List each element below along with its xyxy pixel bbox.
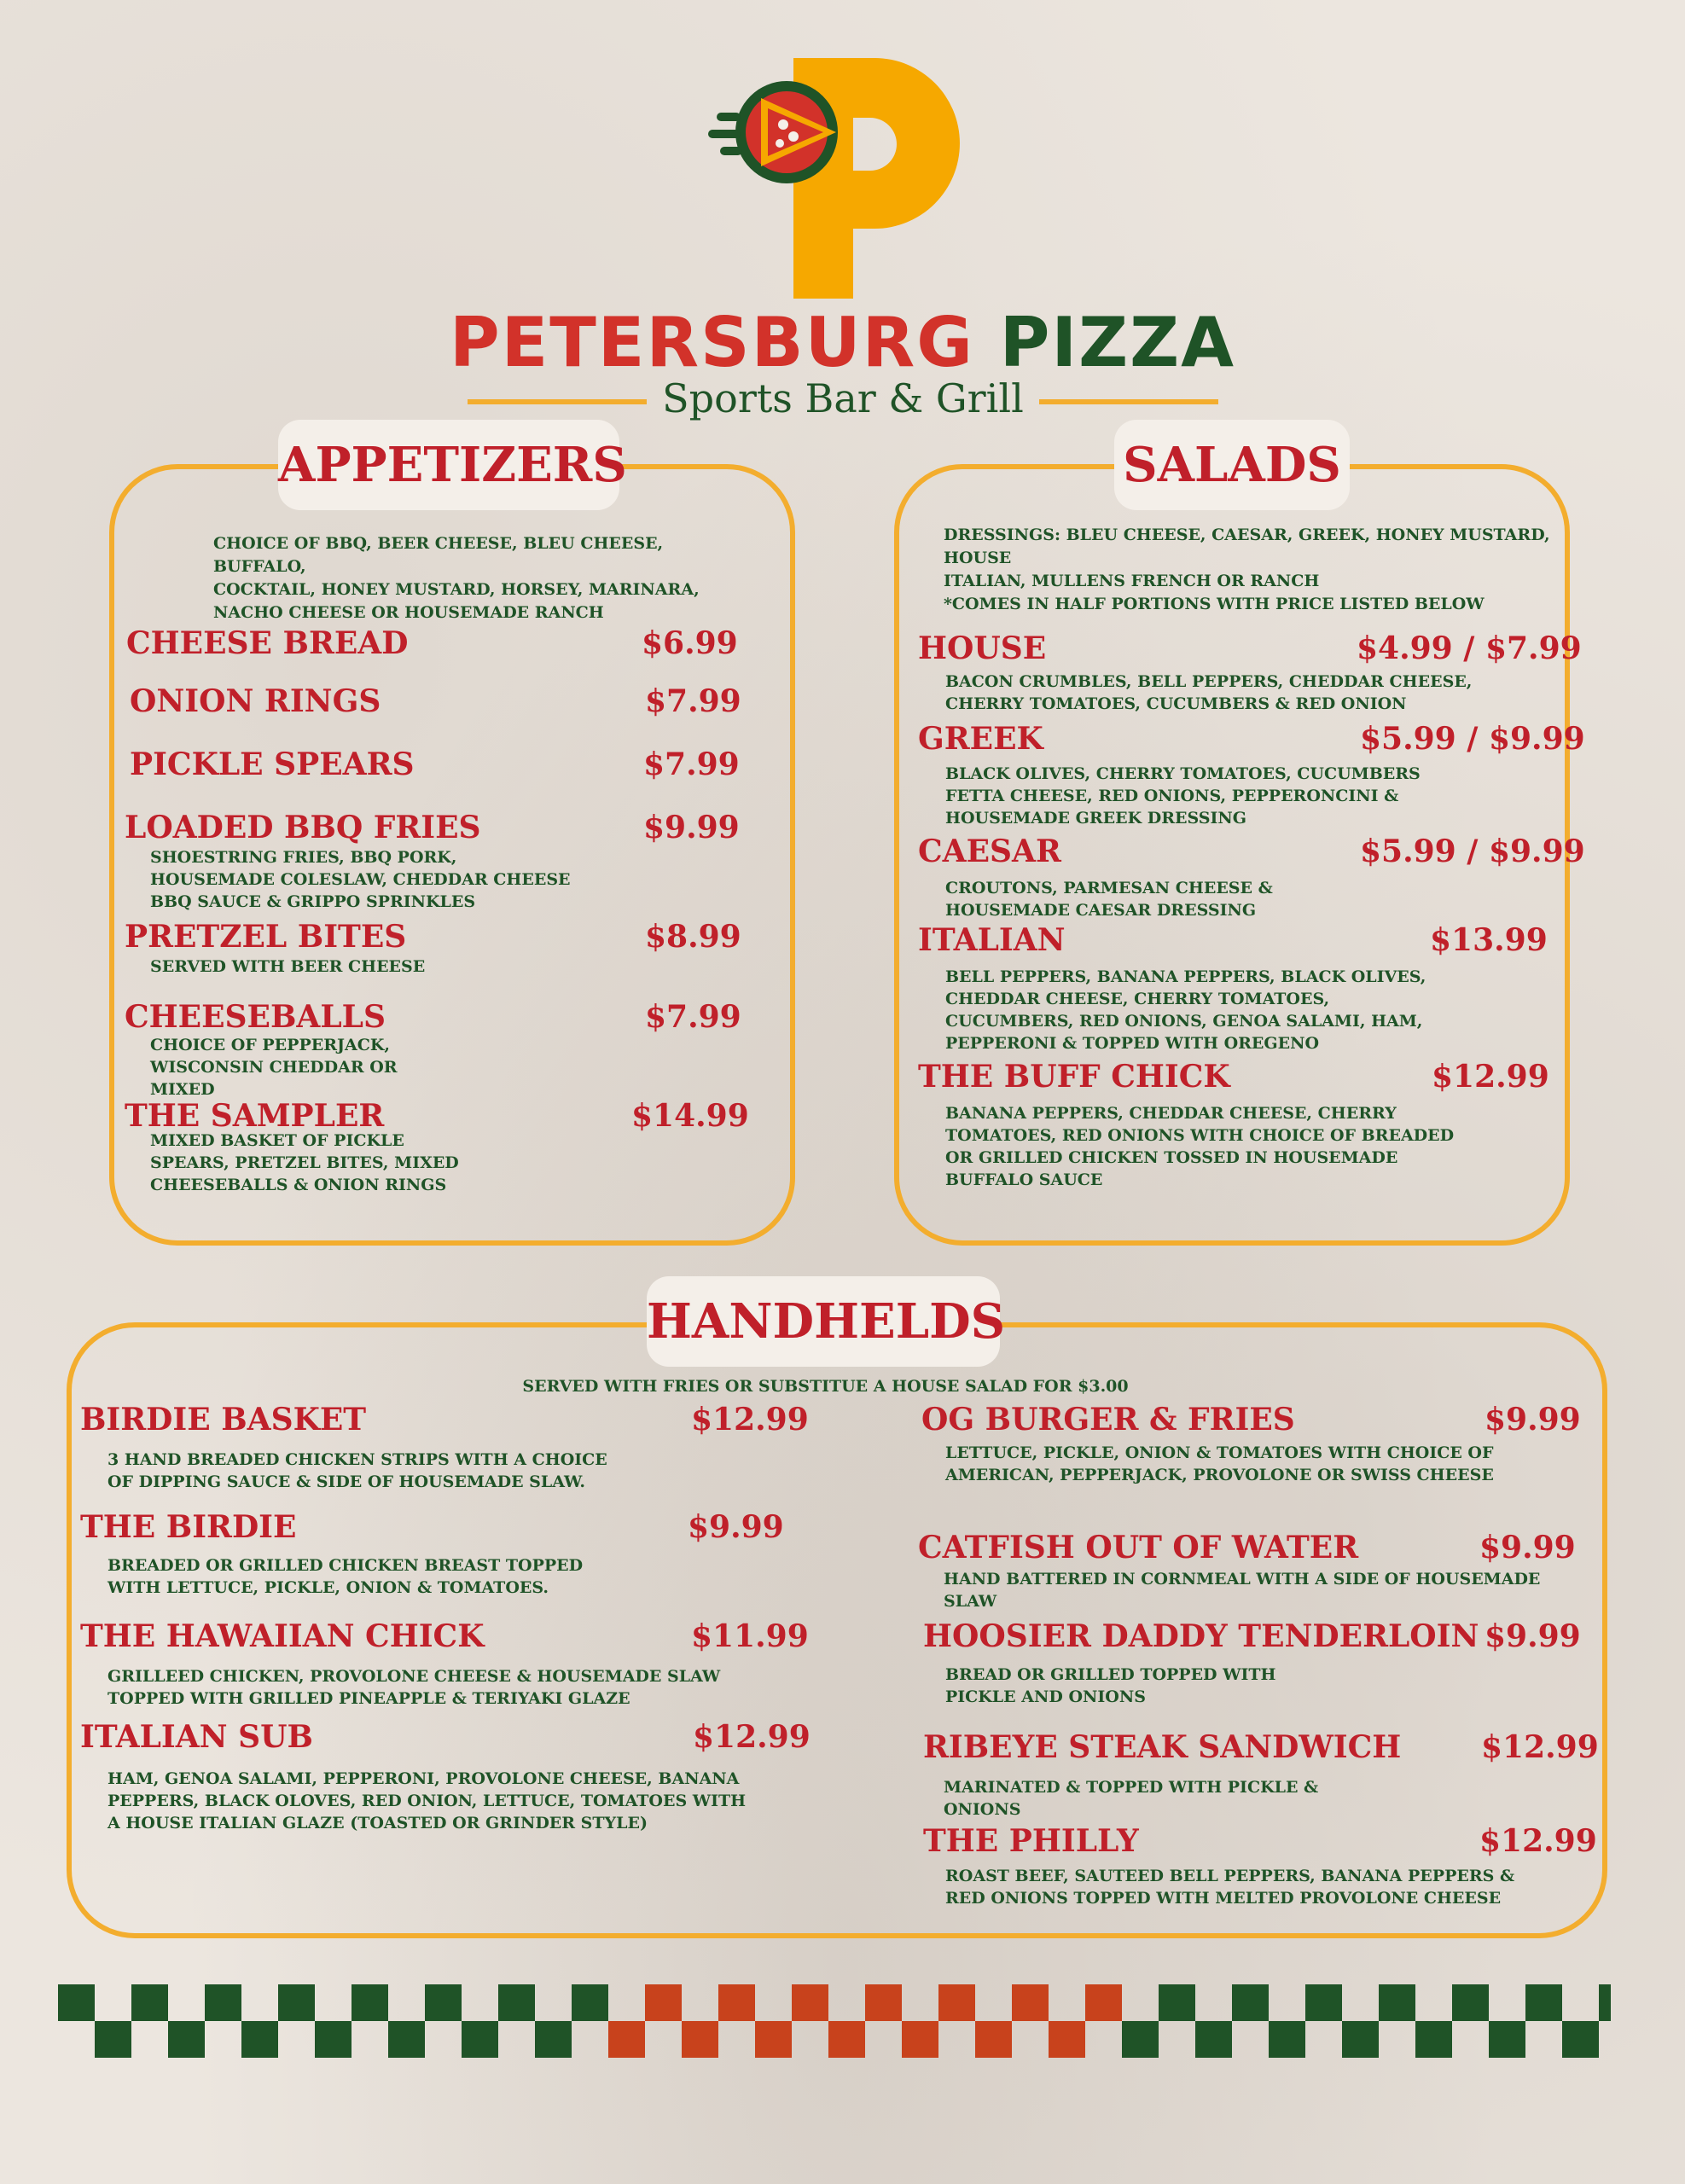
tagline-row (468, 375, 1218, 427)
menu-item-description: MARINATED & TOPPED WITH PICKLE & ONIONS (944, 1778, 1319, 1819)
divider (1039, 399, 1218, 404)
menu-item-description: SHOESTRING FRIES, BBQ PORK, HOUSEMADE COLESLAW, CHEDDAR CHEESE BBQ SAUCE & GRIPPO SPRINKLES (150, 848, 571, 911)
menu-item-price: $6.99 (642, 625, 738, 661)
menu-item-price: $8.99 (645, 919, 741, 955)
appetizers-note: CHOICE OF BBQ, BEER CHEESE, BLEU CHEESE, BUFFALO, COCKTAIL, HONEY MUSTARD, HORSEY, MARINARA, NACHO CHEESE OR HOUSEMADE RANCH (213, 534, 700, 622)
checker-square (938, 1984, 975, 2021)
checker-square (315, 2021, 352, 2058)
menu-item-price: $12.99 (1432, 1059, 1549, 1095)
checker-square (645, 1984, 682, 2021)
menu-item-price: $9.99 (1485, 1618, 1581, 1654)
menu-item-name: CHEESEBALLS (125, 999, 386, 1035)
salads-title: SALADS (1114, 420, 1350, 510)
menu-item-description: BLACK OLIVES, CHERRY TOMATOES, CUCUMBERS FETTA CHEESE, RED ONIONS, PEPPERONCINI & HOUSEMADE GREEK DRESSING (945, 764, 1421, 828)
menu-item-price: $7.99 (645, 683, 741, 719)
checker-square (498, 1984, 535, 2021)
menu-item-name: RIBEYE STEAK SANDWICH (923, 1729, 1402, 1765)
menu-item-name: CATFISH OUT OF WATER (918, 1530, 1359, 1565)
menu-item-name: THE HAWAIIAN CHICK (80, 1618, 485, 1654)
menu-item-price: $9.99 (1485, 1402, 1581, 1438)
menu-item-name: HOOSIER DADDY TENDERLOIN (923, 1618, 1479, 1654)
checker-square (975, 2021, 1012, 2058)
menu-item-description: MIXED BASKET OF PICKLE SPEARS, PRETZEL BITES, MIXED CHEESEBALLS & ONION RINGS (150, 1131, 459, 1194)
menu-item-description: 3 HAND BREADED CHICKEN STRIPS WITH A CHOICE OF DIPPING SAUCE & SIDE OF HOUSEMADE SLAW. (107, 1450, 607, 1491)
menu-item-price: $12.99 (691, 1402, 809, 1438)
menu-item-name: ITALIAN (918, 922, 1066, 958)
checker-square (352, 1984, 388, 2021)
checker-square (572, 1984, 608, 2021)
checker-square (1452, 1984, 1489, 2021)
checker-square (462, 2021, 498, 2058)
checker-square (1379, 1984, 1415, 2021)
checker-square (95, 2021, 131, 2058)
menu-item-description: GRILLEED CHICKEN, PROVOLONE CHEESE & HOUSEMADE SLAW TOPPED WITH GRILLED PINEAPPLE & TERIYAKI GLAZE (107, 1667, 721, 1708)
menu-item-price: $9.99 (643, 810, 740, 845)
menu-item-price: $11.99 (691, 1618, 809, 1654)
handhelds-note: SERVED WITH FRIES OR SUBSTITUE A HOUSE SALAD FOR $3.00 (522, 1377, 1129, 1396)
menu-item-price: $5.99 / $9.99 (1360, 721, 1585, 757)
menu-item-description: HAND BATTERED IN CORNMEAL WITH A SIDE OF HOUSEMADE SLAW (944, 1570, 1541, 1611)
checker-square (1525, 1984, 1562, 2021)
menu-item-description: BREADED OR GRILLED CHICKEN BREAST TOPPED WITH LETTUCE, PICKLE, ONION & TOMATOES. (107, 1556, 584, 1597)
brand-name-part1: PETERSBURG (449, 303, 974, 382)
checker-square (388, 2021, 425, 2058)
checker-square (1415, 2021, 1452, 2058)
menu-item-name: ONION RINGS (130, 683, 381, 719)
menu-item-price: $14.99 (631, 1098, 749, 1134)
checker-square (865, 1984, 902, 2021)
menu-item-description: CHOICE OF PEPPERJACK, WISCONSIN CHEDDAR OR MIXED (150, 1036, 398, 1099)
menu-item-description: LETTUCE, PICKLE, ONION & TOMATOES WITH CHOICE OF AMERICAN, PEPPERJACK, PROVOLONE OR SWISS CHEESE (945, 1443, 1494, 1484)
menu-item-name: CHEESE BREAD (126, 625, 409, 661)
checker-square (425, 1984, 462, 2021)
checker-square (1305, 1984, 1342, 2021)
menu-item-name: LOADED BBQ FRIES (125, 810, 481, 845)
menu-item-name: THE BUFF CHICK (918, 1059, 1230, 1095)
checker-square (755, 2021, 792, 2058)
checker-square (1159, 1984, 1195, 2021)
checker-square (682, 2021, 718, 2058)
checker-square (535, 2021, 572, 2058)
menu-item-name: ITALIAN SUB (80, 1719, 313, 1755)
menu-item-price: $12.99 (1481, 1729, 1599, 1765)
checker-square (1232, 1984, 1269, 2021)
menu-item-description: HAM, GENOA SALAMI, PEPPERONI, PROVOLONE CHEESE, BANANA PEPPERS, BLACK OLOVES, RED ONION, LETTUCE, TOMATOES WITH A HOUSE ITALIAN GLAZE (TOASTED OR GRINDER STYLE) (107, 1769, 747, 1833)
menu-item-price: $9.99 (688, 1509, 784, 1545)
checkered-border (58, 1984, 1611, 2058)
menu-item-price: $12.99 (693, 1719, 811, 1755)
menu-item-description: ROAST BEEF, SAUTEED BELL PEPPERS, BANANA PEPPERS & RED ONIONS TOPPED WITH MELTED PROVOLONE CHEESE (945, 1867, 1515, 1908)
checker-square (1342, 2021, 1379, 2058)
menu-item-name: GREEK (918, 721, 1043, 757)
checker-square (1489, 2021, 1525, 2058)
checker-square (718, 1984, 755, 2021)
checker-square (58, 1984, 95, 2021)
menu-item-description: CROUTONS, PARMESAN CHEESE & HOUSEMADE CAESAR DRESSING (945, 879, 1273, 920)
menu-item-description: BACON CRUMBLES, BELL PEPPERS, CHEDDAR CHEESE, CHERRY TOMATOES, CUCUMBERS & RED ONION (945, 672, 1473, 713)
checker-square (1195, 2021, 1232, 2058)
menu-item-price: $7.99 (645, 999, 741, 1035)
checker-square (278, 1984, 315, 2021)
checker-square (1562, 2021, 1599, 2058)
menu-item-price: $5.99 / $9.99 (1360, 834, 1585, 869)
menu-item-description: SERVED WITH BEER CHEESE (150, 957, 426, 976)
menu-item-price: $9.99 (1479, 1530, 1576, 1565)
checker-square (792, 1984, 828, 2021)
menu-item-price: $13.99 (1430, 922, 1548, 958)
checker-square (828, 2021, 865, 2058)
checker-square (1269, 2021, 1305, 2058)
menu-item-price: $7.99 (643, 746, 740, 782)
menu-item-name: THE PHILLY (923, 1823, 1139, 1859)
checker-square (131, 1984, 168, 2021)
menu-item-name: HOUSE (918, 630, 1047, 666)
checker-square (1085, 1984, 1122, 2021)
brand-name (0, 303, 1685, 382)
handhelds-title: HANDHELDS (647, 1276, 1000, 1367)
brand-name-part2: PIZZA (999, 303, 1236, 382)
checker-square (1599, 1984, 1611, 2021)
checker-square (1049, 2021, 1085, 2058)
checker-square (902, 2021, 938, 2058)
salads-note: DRESSINGS: BLEU CHEESE, CAESAR, GREEK, HONEY MUSTARD, HOUSE ITALIAN, MULLENS FRENCH OR RANCH *COMES IN HALF PORTIONS WITH PRICE LISTED BELOW (944, 526, 1550, 613)
menu-item-name: PRETZEL BITES (125, 919, 407, 955)
checker-square (608, 2021, 645, 2058)
menu-item-name: CAESAR (918, 834, 1061, 869)
menu-item-price: $12.99 (1479, 1823, 1597, 1859)
menu-item-name: THE BIRDIE (80, 1509, 297, 1545)
menu-item-name: BIRDIE BASKET (80, 1402, 367, 1438)
pizza-logo (708, 51, 973, 307)
menu-item-name: OG BURGER & FRIES (921, 1402, 1295, 1438)
menu-item-description: BREAD OR GRILLED TOPPED WITH PICKLE AND ONIONS (945, 1665, 1276, 1706)
checker-square (168, 2021, 205, 2058)
appetizers-title: APPETIZERS (278, 420, 619, 510)
menu-item-description: BELL PEPPERS, BANANA PEPPERS, BLACK OLIVES, CHEDDAR CHEESE, CHERRY TOMATOES, CUCUMBERS, RED ONIONS, GENOA SALAMI, HAM, PEPPERONI & TOPPED WITH OREGENO (945, 967, 1426, 1053)
menu-item-description: BANANA PEPPERS, CHEDDAR CHEESE, CHERRY TOMATOES, RED ONIONS WITH CHOICE OF BREADED OR GRILLED CHICKEN TOSSED IN HOUSEMADE BUFFALO SAUCE (945, 1104, 1455, 1189)
checker-square (205, 1984, 241, 2021)
tagline: Sports Bar & Grill (662, 375, 1024, 421)
checker-square (241, 2021, 278, 2058)
checker-square (1012, 1984, 1049, 2021)
menu-item-price: $4.99 / $7.99 (1357, 630, 1582, 666)
checker-square (1122, 2021, 1159, 2058)
menu-item-name: PICKLE SPEARS (130, 746, 415, 782)
menu-item-name: THE SAMPLER (125, 1098, 385, 1134)
